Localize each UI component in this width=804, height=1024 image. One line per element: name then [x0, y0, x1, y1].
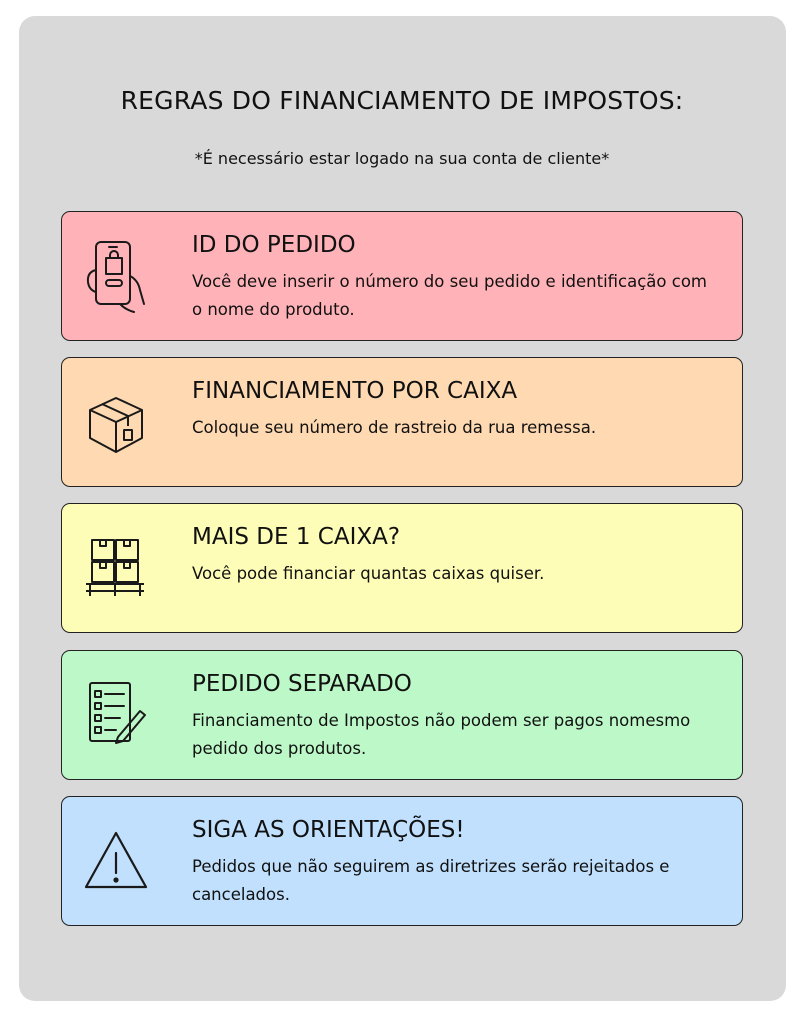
rule-heading: PEDIDO SEPARADO [192, 671, 412, 697]
rule-heading: ID DO PEDIDO [192, 232, 356, 258]
rule-description: Você deve inserir o número do seu pedido e identificação com o nome do produto. [192, 272, 707, 319]
rule-heading: SIGA AS ORIENTAÇÕES! [192, 817, 465, 843]
rule-card-follow-guidelines [61, 796, 743, 926]
checklist-icon [80, 675, 152, 755]
rule-heading: MAIS DE 1 CAIXA? [192, 524, 401, 550]
rule-card-multiple-boxes [61, 503, 743, 633]
rule-description: Você pode financiar quantas caixas quiser. [192, 564, 545, 583]
rule-card-separate-order [61, 650, 743, 780]
page-title: REGRAS DO FINANCIAMENTO DE IMPOSTOS: [120, 86, 684, 115]
rule-card-order-id [61, 211, 743, 341]
rule-description: Coloque seu número de rastreio da rua remessa. [192, 418, 597, 437]
box-icon [80, 382, 152, 462]
rule-description: Financiamento de Impostos não podem ser pagos nomesmo pedido dos produtos. [192, 711, 691, 758]
rule-description: Pedidos que não seguirem as diretrizes serão rejeitados e cancelados. [192, 857, 670, 904]
mobile-order-icon [80, 236, 152, 316]
rule-heading: FINANCIAMENTO POR CAIXA [192, 378, 518, 404]
warning-icon [80, 821, 152, 901]
rule-card-per-box [61, 357, 743, 487]
login-notice: *É necessário estar logado na sua conta de cliente* [194, 149, 610, 168]
pallet-boxes-icon [80, 528, 152, 608]
